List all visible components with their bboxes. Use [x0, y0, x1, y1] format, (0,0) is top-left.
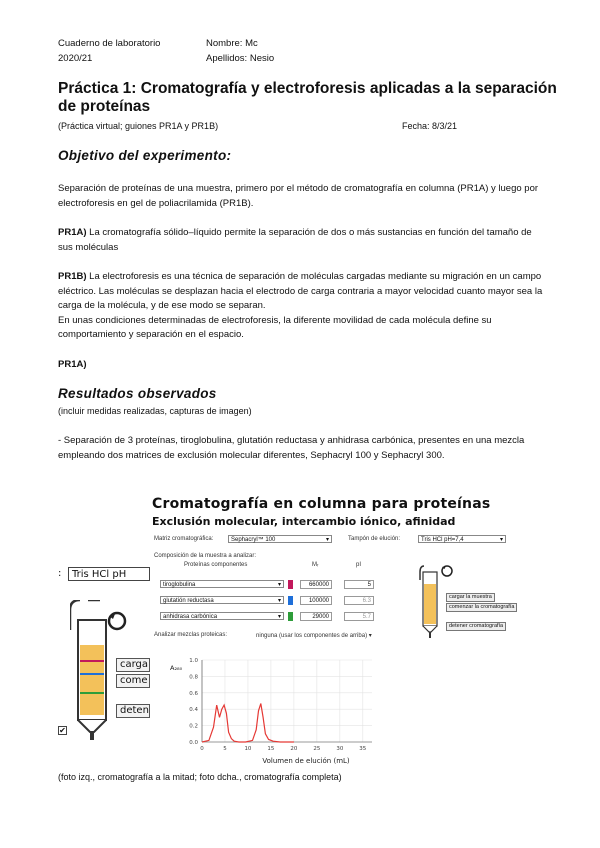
buffer-value: Tris HCl pH=7,4	[421, 537, 464, 543]
protein-select[interactable]: tiroglobulina ▾	[160, 580, 284, 588]
sim-subtitle: Exclusión molecular, intercambio iónico, afinidad	[152, 515, 456, 528]
stop-button[interactable]: deten	[116, 704, 150, 718]
pr1a-label: PR1A)	[58, 227, 87, 238]
pr1b-text-2: En unas condiciones determinadas de electroforesis, la diferente movilidad de cada molécula define su comportamiento y separación en el espacio.	[58, 314, 492, 340]
stop-button-right[interactable]: detener cromatografía	[446, 622, 506, 631]
y-tick-label: 0.0	[189, 740, 198, 746]
refresh-icon	[440, 564, 454, 578]
results-note: (incluir medidas realizadas, capturas de imagen)	[58, 406, 252, 416]
color-swatch	[288, 612, 293, 621]
analyze-select[interactable]: ninguna (usar los componentes de arriba) ▾	[256, 633, 372, 639]
start-button[interactable]: come	[116, 674, 150, 688]
pr1b-text: La electroforesis es una técnica de separación de moléculas cargadas mediante su migración en un campo eléctrico. Las moléculas se desplazan hacia el electrodo de carga contraria a mayor velocidad cuanto mayor sea la carga de la molécula, y de ese modo se separan.	[58, 271, 543, 311]
header-notebook: Cuaderno de laboratorio	[58, 38, 161, 49]
x-tick-label: 35	[359, 746, 367, 752]
y-tick-label: 0.2	[189, 723, 198, 730]
pi-input[interactable]: 6.3	[344, 596, 374, 605]
chevron-down-icon: ▾	[277, 598, 281, 604]
page-title: Práctica 1: Cromatografía y electroforesis aplicadas a la separación de proteínas	[58, 80, 557, 115]
chevron-down-icon: ▾	[277, 582, 281, 588]
color-swatch	[288, 580, 293, 589]
start-button-right[interactable]: comenzar la cromatografía	[446, 603, 517, 612]
checkbox[interactable]: ✔	[59, 726, 66, 735]
buffer-label: Tampón de elución:	[348, 536, 401, 542]
objective-heading: Objetivo del experimento:	[58, 148, 232, 163]
composition-label: Composición de la muestra a analizar:	[154, 553, 257, 559]
x-tick-label: 30	[336, 746, 344, 752]
buffer-select-right[interactable]	[418, 535, 506, 543]
chart-ylabel: A₂₈₀	[170, 664, 183, 672]
color-swatch	[288, 596, 293, 605]
mr-input[interactable]: 660000	[300, 580, 332, 589]
header-surname: Apellidos: Nesio	[206, 53, 275, 64]
header-name: Nombre: Mc	[206, 38, 258, 49]
results-text: - Separación de 3 proteínas, tiroglobulina, glutatión reductasa y anhidrasa carbónica, presentes en una mezcla empleando dos matrices de exclusión molecular diferentes, Sephacryl 100 y Sephacryl 300.	[58, 435, 525, 461]
figure-caption: (foto izq., cromatografía a la mitad; foto dcha., cromatografía completa)	[58, 772, 342, 782]
col-proteins: Proteínas componentes	[184, 562, 248, 568]
col-pi: pI	[356, 562, 362, 568]
header-year: 2020/21	[58, 53, 93, 64]
x-tick-label: 10	[244, 746, 252, 752]
pr1b-paragraph	[58, 270, 548, 343]
elution-chart	[162, 652, 380, 766]
y-tick-label: 0.6	[189, 690, 198, 697]
date: Fecha: 8/3/21	[402, 121, 458, 131]
x-tick-label: 15	[267, 746, 275, 752]
y-tick-label: 1.0	[189, 658, 198, 664]
objective-text: Separación de proteínas de una muestra, primero por el método de cromatografía en columna (PR1A) y luego por electroforesis en gel de poliacrilamida (PR1B).	[58, 183, 539, 209]
chevron-down-icon: ▾	[499, 537, 503, 543]
pi-input[interactable]: 5.7	[344, 612, 374, 621]
x-tick-label: 0	[200, 746, 204, 752]
protein-select[interactable]: glutatión reductasa ▾	[160, 596, 284, 604]
pr1a-section: PR1A)	[58, 359, 87, 370]
x-tick-label: 5	[223, 746, 227, 752]
chevron-down-icon: ▾	[325, 537, 329, 543]
pr1a-paragraph	[58, 226, 548, 255]
chart-xlabel: Volumen de elución (mL)	[262, 757, 350, 765]
analyze-label: Analizar mezclas proteicas:	[154, 632, 228, 638]
load-sample-button[interactable]: carga	[116, 658, 150, 672]
y-tick-label: 0.8	[189, 674, 198, 681]
buffer-select[interactable]: Tris HCl pH	[68, 567, 150, 581]
sim-title: Cromatografía en columna para proteínas	[152, 496, 491, 512]
x-tick-label: 25	[313, 746, 321, 752]
left-screenshot: : Tris HCl pH carga come deten ✔	[58, 560, 150, 740]
chevron-down-icon: ▾	[277, 614, 281, 620]
matrix-select[interactable]	[228, 535, 332, 543]
y-tick-label: 0.4	[189, 707, 198, 714]
x-tick-label: 20	[290, 746, 298, 752]
mr-input[interactable]: 29000	[300, 612, 332, 621]
load-sample-button-right[interactable]: cargar la muestra	[446, 593, 495, 602]
matrix-label: Matriz cromatográfica:	[154, 536, 214, 542]
pr1b-label: PR1B)	[58, 271, 87, 282]
col-mr: Mᵣ	[312, 562, 319, 568]
mr-input[interactable]: 100000	[300, 596, 332, 605]
page-subtitle: (Práctica virtual; guiones PR1A y PR1B)	[58, 121, 219, 131]
results-heading: Resultados observados	[58, 386, 217, 401]
matrix-value: Sephacryl™ 100	[231, 537, 276, 543]
protein-select[interactable]: anhidrasa carbónica ▾	[160, 612, 284, 620]
pr1a-text: La cromatografía sólido–líquido permite la separación de dos o más sustancias en función del tamaño de sus moléculas	[58, 227, 532, 253]
refresh-icon	[106, 610, 128, 632]
chevron-down-icon: ▾	[368, 633, 372, 639]
pi-input[interactable]: 5	[344, 580, 374, 589]
